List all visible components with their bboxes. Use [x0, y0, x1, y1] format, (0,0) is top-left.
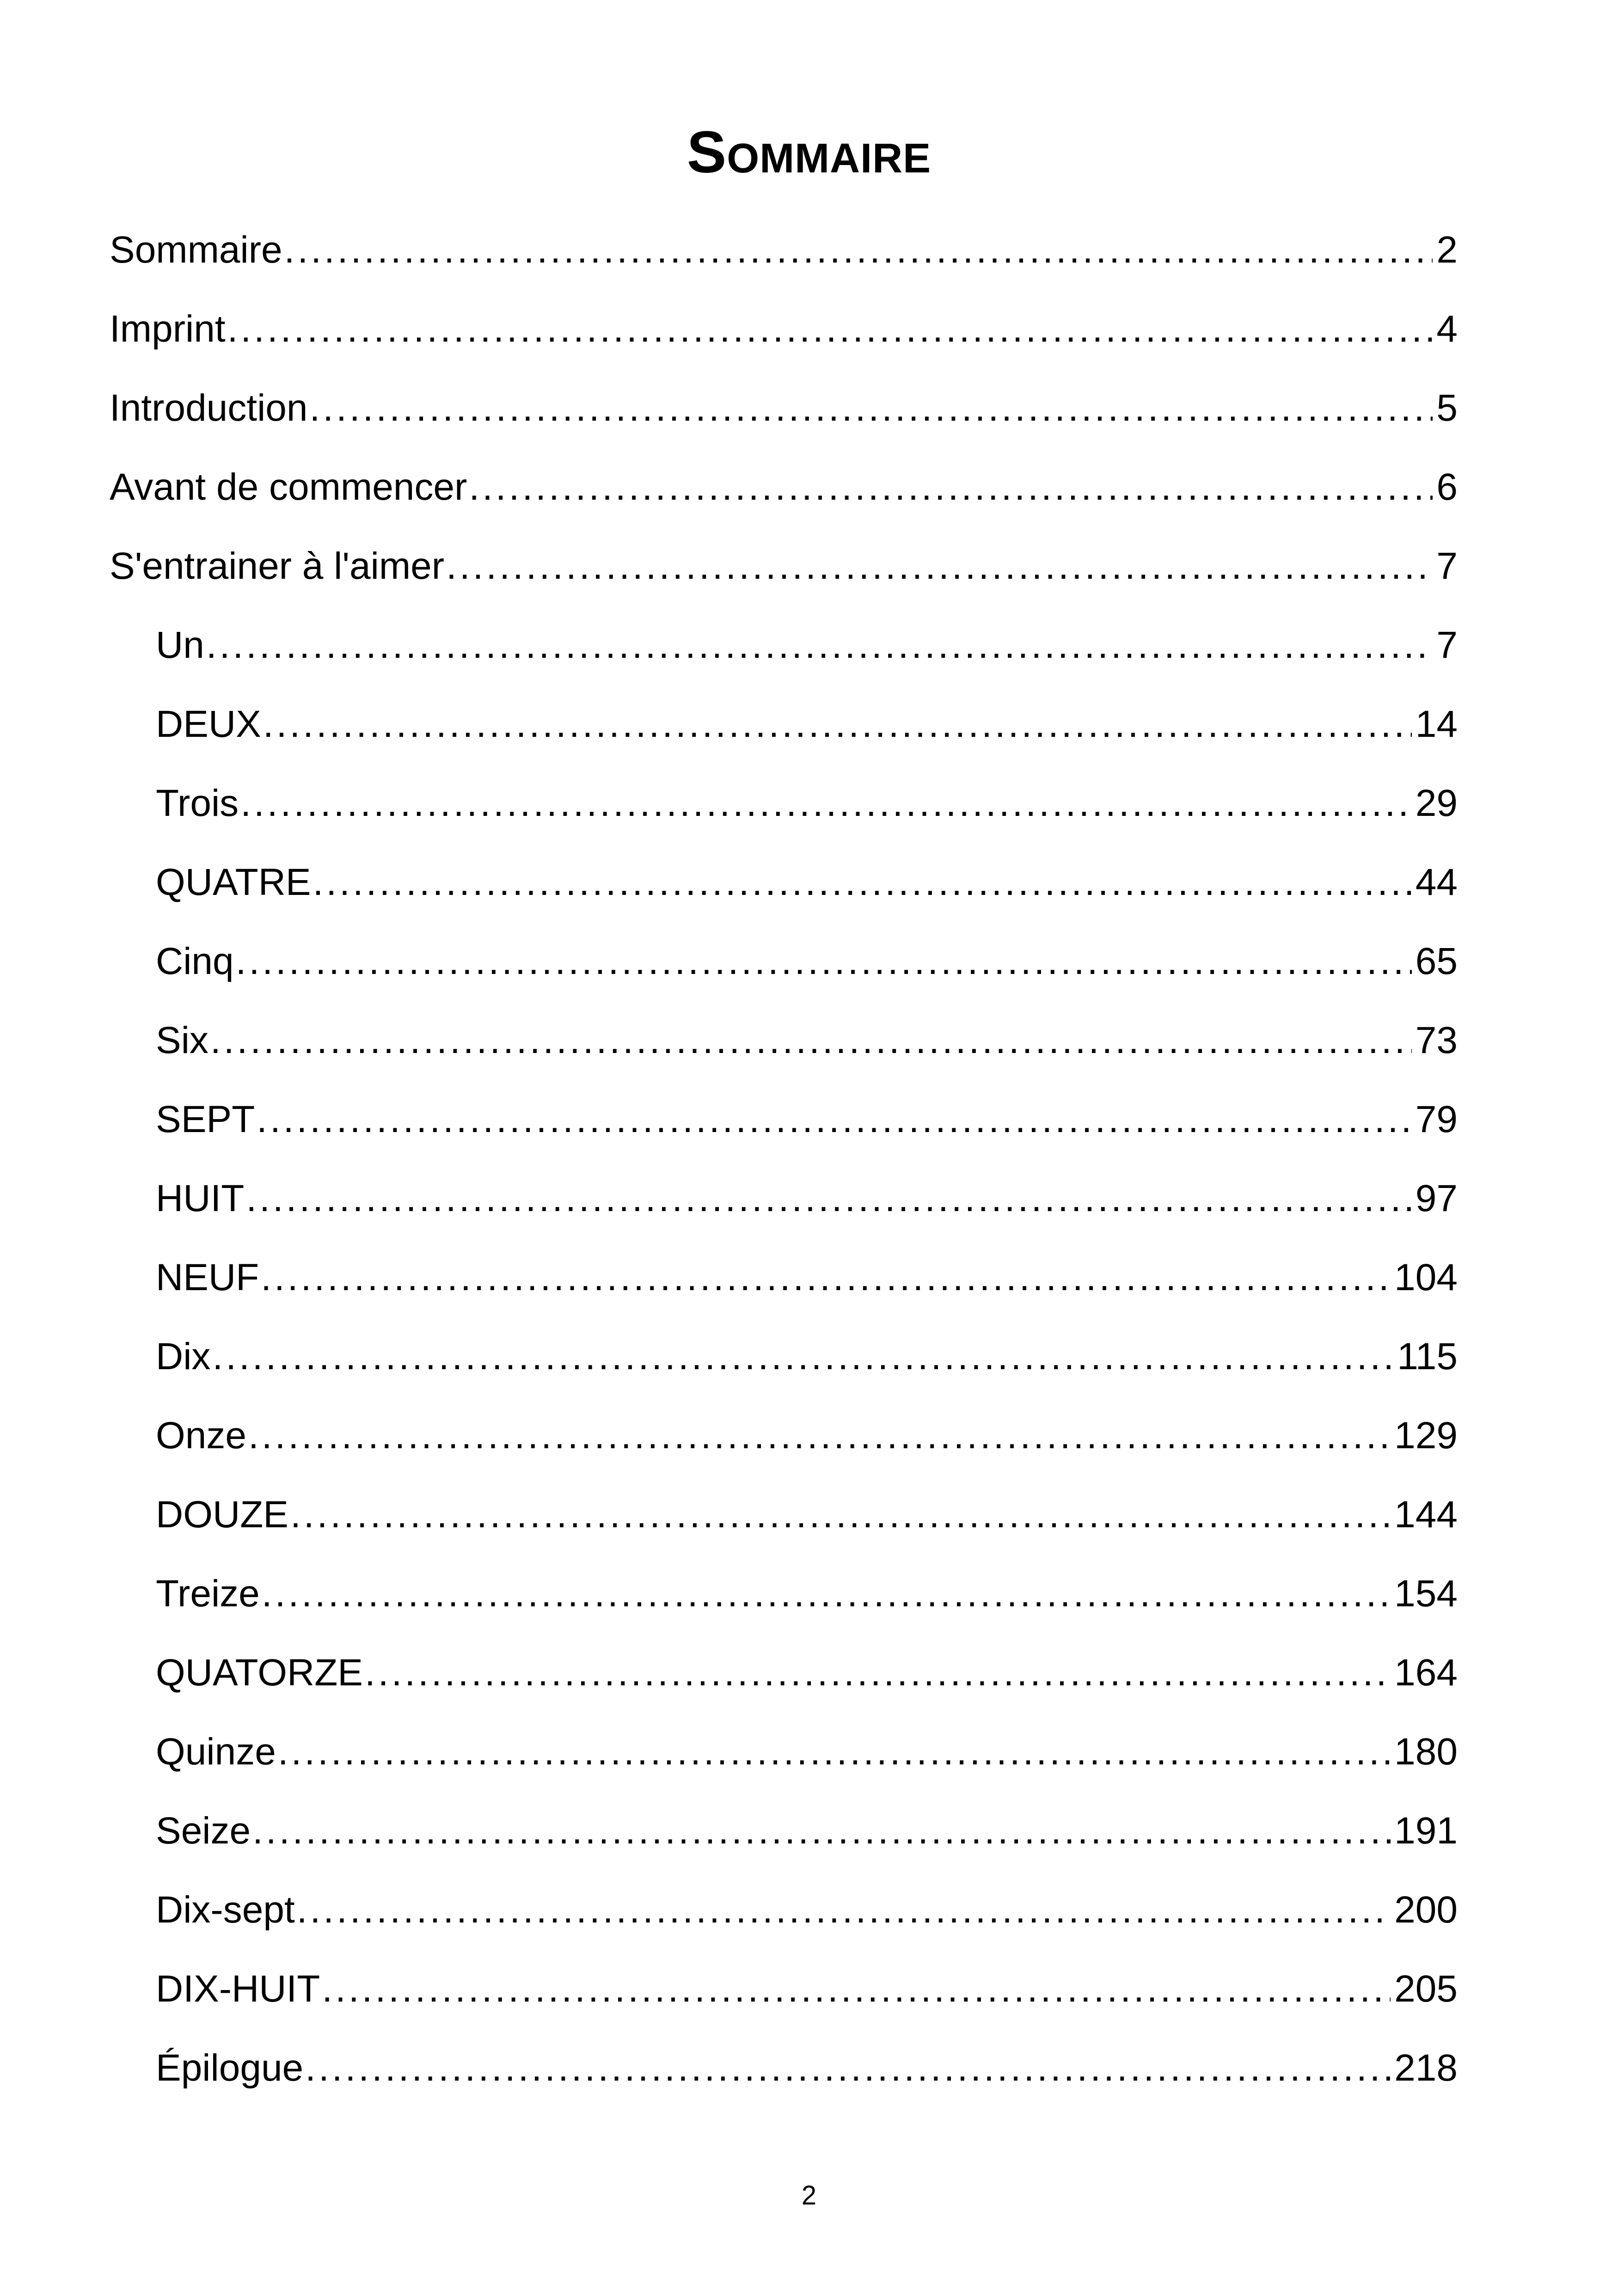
toc-entry-label: NEUF	[156, 1256, 259, 1298]
toc-entry-page-number: 7	[1436, 545, 1458, 587]
toc-leader-dots	[290, 1475, 1391, 1554]
toc-entry-label: Seize	[156, 1810, 251, 1852]
toc-entry-page-number: 144	[1394, 1494, 1458, 1536]
toc-entry[interactable]	[110, 1475, 1458, 1554]
toc-entry-page-number: 79	[1415, 1098, 1458, 1140]
toc-entry[interactable]	[110, 685, 1458, 764]
toc-leader-dots	[305, 2028, 1391, 2107]
toc-entry[interactable]	[110, 527, 1458, 606]
toc-entry[interactable]	[110, 368, 1458, 447]
toc-leader-dots	[246, 1159, 1411, 1238]
toc-entry-label: SEPT	[156, 1098, 255, 1140]
toc-entry-page-number: 29	[1415, 782, 1458, 824]
table-of-contents	[110, 210, 1458, 2107]
toc-entry-label: S'entrainer à l'aimer	[110, 545, 445, 587]
toc-leader-dots	[262, 1554, 1391, 1633]
toc-entry-page-number: 218	[1394, 2047, 1458, 2089]
toc-entry-label: Dix-sept	[156, 1889, 295, 1931]
toc-leader-dots	[261, 1238, 1391, 1317]
toc-leader-dots	[210, 1001, 1412, 1080]
toc-entry-page-number: 5	[1436, 387, 1458, 429]
toc-leader-dots	[446, 527, 1433, 606]
toc-entry-label: DOUZE	[156, 1494, 288, 1536]
toc-entry[interactable]	[110, 1317, 1458, 1396]
toc-entry-page-number: 104	[1394, 1256, 1458, 1298]
toc-leader-dots	[212, 1317, 1393, 1396]
toc-entry-label: Introduction	[110, 387, 308, 429]
toc-entry-page-number: 191	[1394, 1810, 1458, 1852]
toc-entry-label: HUIT	[156, 1177, 245, 1219]
toc-entry[interactable]	[110, 1949, 1458, 2028]
toc-entry-label: QUATORZE	[156, 1652, 363, 1694]
toc-entry-page-number: 6	[1436, 466, 1458, 508]
toc-leader-dots	[278, 1712, 1391, 1791]
toc-entry[interactable]	[110, 1159, 1458, 1238]
toc-entry-label: Treize	[156, 1573, 260, 1615]
toc-leader-dots	[240, 764, 1412, 843]
toc-entry[interactable]	[110, 447, 1458, 527]
toc-leader-dots	[248, 1396, 1391, 1475]
toc-entry-label: Quinze	[156, 1731, 276, 1773]
toc-entry[interactable]	[110, 922, 1458, 1001]
toc-entry[interactable]	[110, 606, 1458, 685]
toc-leader-dots	[297, 1870, 1391, 1949]
toc-leader-dots	[310, 368, 1433, 447]
toc-entry-label: DEUX	[156, 703, 261, 745]
toc-entry-page-number: 180	[1394, 1731, 1458, 1773]
page-number: 2	[801, 2180, 817, 2210]
toc-entry-page-number: 14	[1415, 703, 1458, 745]
toc-entry-label: Trois	[156, 782, 239, 824]
toc-entry-label: Dix	[156, 1335, 211, 1378]
toc-entry[interactable]	[110, 1791, 1458, 1870]
toc-entry[interactable]	[110, 1554, 1458, 1633]
toc-entry-page-number: 4	[1436, 308, 1458, 350]
toc-entry-page-number: 200	[1394, 1889, 1458, 1931]
toc-entry-label: Imprint	[110, 308, 226, 350]
toc-entry-label: Cinq	[156, 940, 234, 982]
toc-entry-label: Sommaire	[110, 229, 282, 271]
toc-entry[interactable]	[110, 1870, 1458, 1949]
toc-leader-dots	[284, 210, 1433, 289]
toc-entry-page-number: 115	[1397, 1335, 1458, 1378]
toc-leader-dots	[236, 922, 1412, 1001]
toc-entry-page-number: 129	[1394, 1414, 1458, 1457]
toc-entry-label: Épilogue	[156, 2047, 304, 2089]
toc-leader-dots	[322, 1949, 1391, 2028]
toc-leader-dots	[313, 843, 1412, 922]
toc-entry-page-number: 44	[1415, 861, 1458, 903]
toc-leader-dots	[227, 289, 1433, 368]
toc-entry[interactable]	[110, 1080, 1458, 1159]
toc-entry[interactable]	[110, 1396, 1458, 1475]
toc-entry-page-number: 97	[1415, 1177, 1458, 1219]
toc-leader-dots	[257, 1080, 1412, 1159]
toc-entry-page-number: 164	[1394, 1652, 1458, 1694]
toc-entry-page-number: 205	[1394, 1968, 1458, 2010]
toc-entry-label: DIX-HUIT	[156, 1968, 320, 2010]
toc-leader-dots	[252, 1791, 1391, 1870]
toc-entry-page-number: 73	[1415, 1019, 1458, 1061]
page-title: Sommaire	[686, 119, 932, 185]
toc-entry[interactable]	[110, 289, 1458, 368]
toc-entry-label: QUATRE	[156, 861, 311, 903]
toc-entry[interactable]	[110, 843, 1458, 922]
toc-entry-label: Six	[156, 1019, 208, 1061]
toc-entry-page-number: 2	[1436, 229, 1458, 271]
toc-entry-label: Onze	[156, 1414, 246, 1457]
toc-entry[interactable]	[110, 764, 1458, 843]
toc-entry[interactable]	[110, 1633, 1458, 1712]
toc-entry-label: Un	[156, 624, 204, 666]
toc-entry[interactable]	[110, 1238, 1458, 1317]
toc-entry[interactable]	[110, 210, 1458, 289]
toc-leader-dots	[365, 1633, 1391, 1712]
toc-entry[interactable]	[110, 1001, 1458, 1080]
toc-entry-page-number: 154	[1394, 1573, 1458, 1615]
toc-leader-dots	[263, 685, 1412, 764]
toc-entry[interactable]	[110, 2028, 1458, 2107]
toc-entry[interactable]	[110, 1712, 1458, 1791]
toc-entry-page-number: 7	[1436, 624, 1458, 666]
toc-entry-page-number: 65	[1415, 940, 1458, 982]
toc-leader-dots	[206, 606, 1433, 685]
toc-entry-label: Avant de commencer	[110, 466, 467, 508]
toc-leader-dots	[469, 447, 1433, 527]
